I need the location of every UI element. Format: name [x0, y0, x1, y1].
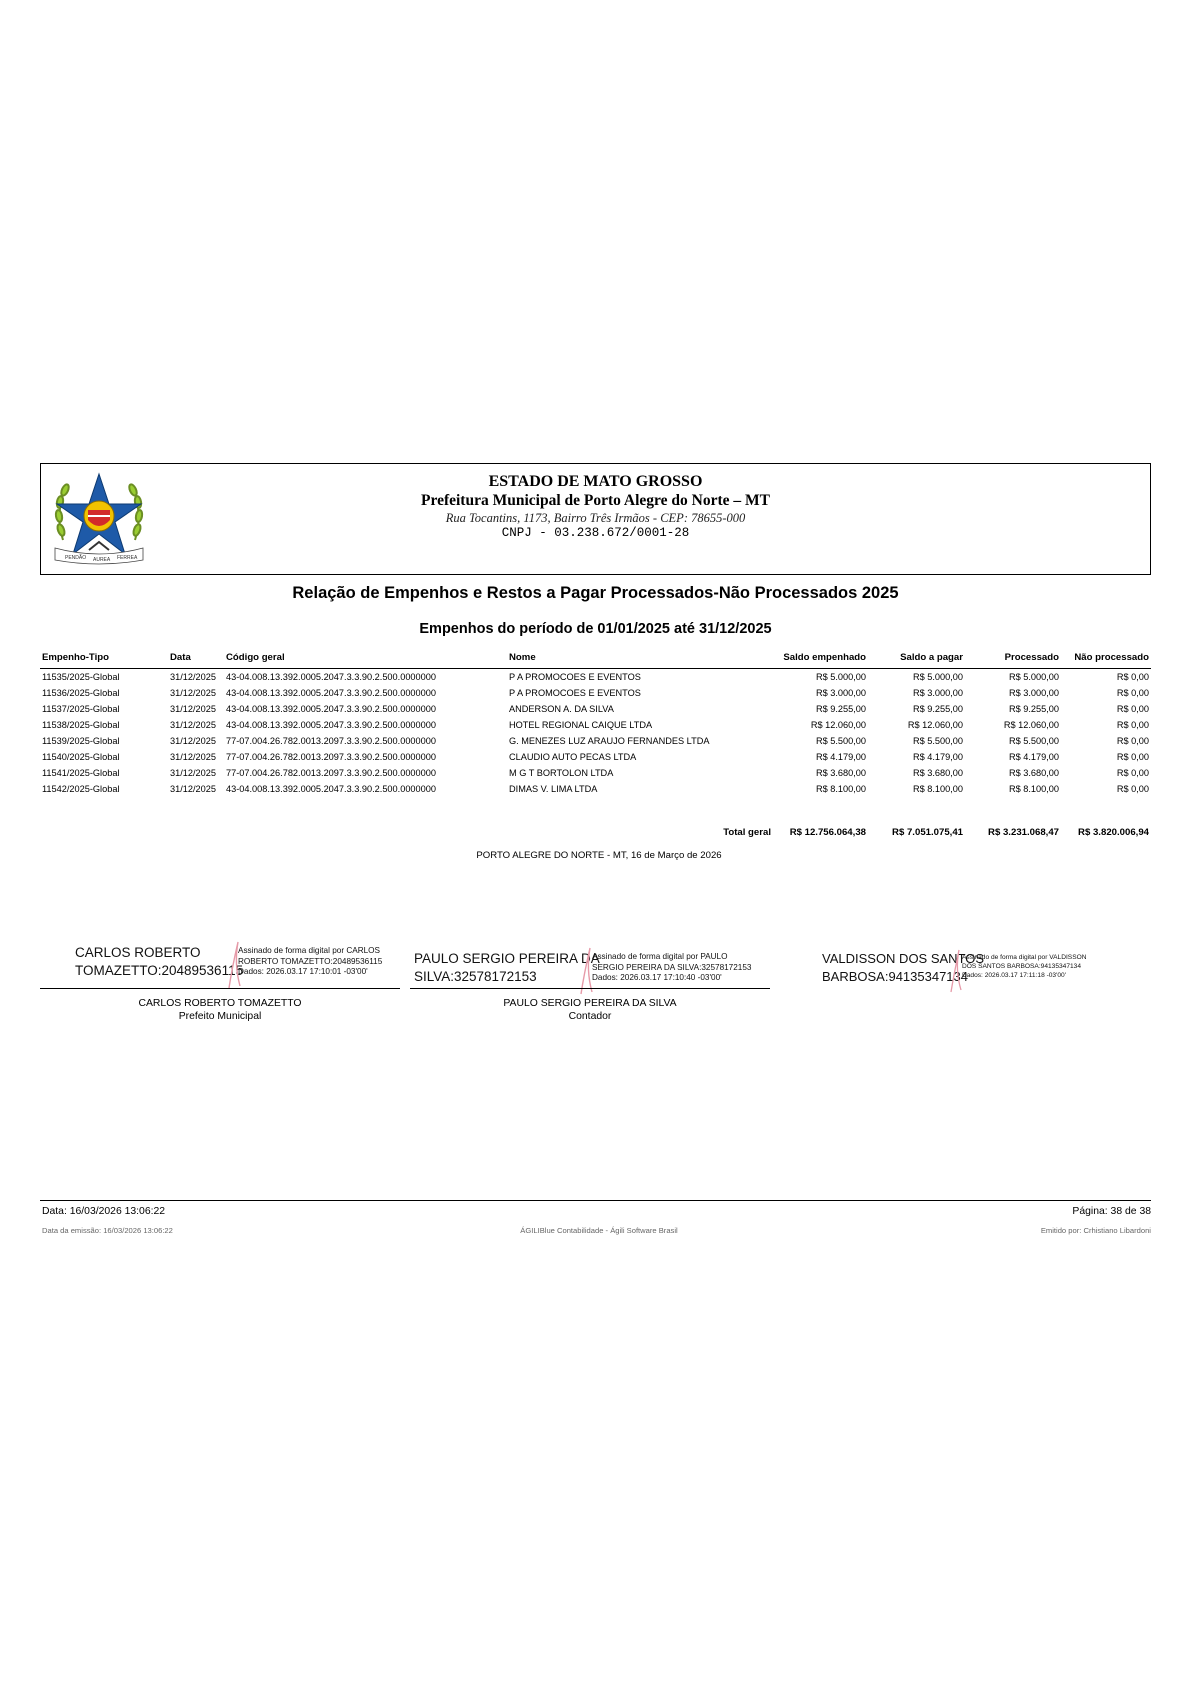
- svg-text:PENDÃO: PENDÃO: [65, 555, 87, 561]
- cell-codigo: 77-07.004.26.782.0013.2097.3.3.90.2.500.0000000: [226, 752, 436, 762]
- cell-saldo-empenhado: R$ 3.000,00: [815, 688, 866, 698]
- cell-processado: R$ 3.000,00: [1008, 688, 1059, 698]
- cell-nome: P A PROMOCOES E EVENTOS: [509, 688, 641, 698]
- cell-saldo-empenhado: R$ 5.500,00: [815, 736, 866, 746]
- cell-nao-processado: R$ 0,00: [1116, 768, 1149, 778]
- cell-saldo-empenhado: R$ 3.680,00: [815, 768, 866, 778]
- cell-saldo-a-pagar: R$ 3.000,00: [912, 688, 963, 698]
- signature-caption: PAULO SERGIO PEREIRA DA SILVA Contador: [503, 998, 677, 1022]
- empenhos-table: [40, 648, 1151, 797]
- cell-empenho: 11540/2025-Global: [42, 752, 120, 762]
- cell-empenho: 11539/2025-Global: [42, 736, 120, 746]
- cell-nao-processado: R$ 0,00: [1116, 784, 1149, 794]
- place-and-date: PORTO ALEGRE DO NORTE - MT, 16 de Março de 2026: [476, 850, 722, 861]
- cell-nome: CLAUDIO AUTO PECAS LTDA: [509, 752, 637, 762]
- page-number: Página: 38 de 38: [1072, 1206, 1151, 1217]
- signer-name: VALDISSON DOS SANTOS BARBOSA:94135347134: [822, 951, 985, 984]
- cell-nome: DIMAS V. LIMA LTDA: [509, 784, 598, 794]
- cell-saldo-empenhado: R$ 8.100,00: [815, 784, 866, 794]
- digital-signature-info: Assinado de forma digital por CARLOS ROBERTO TOMAZETTO:20489536115 Dados: 2026.03.17 17:10:01 -03'00': [238, 946, 383, 976]
- column-header: Empenho-Tipo: [42, 652, 109, 663]
- cell-empenho: 11536/2025-Global: [42, 688, 120, 698]
- digital-signature-info: Assinado de forma digital por VALDISSON DOS SANTOS BARBOSA:94135347134 Dados: 2026.03.17 17:11:18 -03'00': [962, 954, 1087, 979]
- cell-saldo-empenhado: R$ 12.060,00: [810, 720, 866, 730]
- signature-line: [40, 988, 400, 989]
- cell-nao-processado: R$ 0,00: [1116, 704, 1149, 714]
- table-row: [40, 765, 1151, 781]
- table-row: [40, 717, 1151, 733]
- cell-empenho: 11538/2025-Global: [42, 720, 120, 730]
- cell-processado: R$ 3.680,00: [1008, 768, 1059, 778]
- cell-saldo-a-pagar: R$ 9.255,00: [912, 704, 963, 714]
- cell-data: 31/12/2025: [170, 736, 216, 746]
- address: Rua Tocantins, 1173, Bairro Três Irmãos - CEP: 78655-000: [445, 511, 746, 525]
- column-header: Saldo a pagar: [900, 652, 963, 663]
- cell-processado: R$ 12.060,00: [1003, 720, 1059, 730]
- footer-date: Data: 16/03/2026 13:06:22: [42, 1206, 166, 1217]
- cell-processado: R$ 5.000,00: [1008, 672, 1059, 682]
- signature-caption: CARLOS ROBERTO TOMAZETTO Prefeito Municipal: [138, 998, 302, 1022]
- cell-nao-processado: R$ 0,00: [1116, 688, 1149, 698]
- table-row: [40, 701, 1151, 717]
- issued-by: Emitido por: Crhistiano Libardoni: [1040, 1226, 1151, 1235]
- cell-codigo: 77-07.004.26.782.0013.2097.3.3.90.2.500.0000000: [226, 736, 436, 746]
- cell-saldo-empenhado: R$ 9.255,00: [815, 704, 866, 714]
- cell-saldo-a-pagar: R$ 3.680,00: [912, 768, 963, 778]
- cell-data: 31/12/2025: [170, 752, 216, 762]
- signer-name: CARLOS ROBERTO TOMAZETTO:20489536115: [75, 945, 244, 978]
- report-subtitle: Empenhos do período de 01/01/2025 até 31/12/2025: [419, 621, 772, 637]
- cell-codigo: 77-07.004.26.782.0013.2097.3.3.90.2.500.0000000: [226, 768, 436, 778]
- table-row: [40, 669, 1151, 685]
- total-nao-processado: R$ 3.820.006,94: [1078, 827, 1149, 838]
- cell-codigo: 43-04.008.13.392.0005.2047.3.3.90.2.500.0000000: [226, 784, 436, 794]
- cell-saldo-a-pagar: R$ 5.500,00: [912, 736, 963, 746]
- table-row: [40, 781, 1151, 797]
- column-header: Código geral: [226, 652, 285, 663]
- svg-text:FERREA: FERREA: [117, 555, 138, 561]
- cell-codigo: 43-04.008.13.392.0005.2047.3.3.90.2.500.0000000: [226, 672, 436, 682]
- column-header: Data: [170, 652, 191, 663]
- cell-codigo: 43-04.008.13.392.0005.2047.3.3.90.2.500.0000000: [226, 688, 436, 698]
- table-row: [40, 685, 1151, 701]
- cell-saldo-empenhado: R$ 4.179,00: [815, 752, 866, 762]
- cell-processado: R$ 4.179,00: [1008, 752, 1059, 762]
- state-name: ESTADO DE MATO GROSSO: [488, 473, 703, 490]
- cell-saldo-a-pagar: R$ 4.179,00: [912, 752, 963, 762]
- signer-name: PAULO SERGIO PEREIRA DA SILVA:32578172153: [414, 951, 600, 984]
- table-row: [40, 749, 1151, 765]
- cell-data: 31/12/2025: [170, 688, 216, 698]
- column-header: Nome: [509, 652, 536, 663]
- cell-nome: M G T BORTOLON LTDA: [509, 768, 614, 778]
- report-title: Relação de Empenhos e Restos a Pagar Processados-Não Processados 2025: [292, 584, 899, 602]
- cell-nome: HOTEL REGIONAL CAIQUE LTDA: [509, 720, 653, 730]
- column-header: Saldo empenhado: [783, 652, 866, 663]
- cell-saldo-a-pagar: R$ 12.060,00: [907, 720, 963, 730]
- column-header: Processado: [1004, 652, 1059, 663]
- cell-nao-processado: R$ 0,00: [1116, 736, 1149, 746]
- total-label: Total geral: [723, 827, 771, 838]
- cell-nome: G. MENEZES LUZ ARAUJO FERNANDES LTDA: [509, 736, 710, 746]
- cell-data: 31/12/2025: [170, 672, 216, 682]
- cell-saldo-a-pagar: R$ 5.000,00: [912, 672, 963, 682]
- cell-data: 31/12/2025: [170, 784, 216, 794]
- cell-empenho: 11537/2025-Global: [42, 704, 120, 714]
- cell-nao-processado: R$ 0,00: [1116, 720, 1149, 730]
- cell-processado: R$ 8.100,00: [1008, 784, 1059, 794]
- total-processado: R$ 3.231.068,47: [988, 827, 1059, 838]
- total-row: [40, 825, 1151, 841]
- cell-codigo: 43-04.008.13.392.0005.2047.3.3.90.2.500.0000000: [226, 704, 436, 714]
- cell-saldo-a-pagar: R$ 8.100,00: [912, 784, 963, 794]
- footer-divider: [40, 1200, 1151, 1201]
- svg-text:AUREA: AUREA: [93, 557, 111, 563]
- digital-signature-info: Assinado de forma digital por PAULO SERGIO PEREIRA DA SILVA:32578172153 Dados: 2026.03.17 17:10:40 -03'00': [592, 952, 752, 982]
- column-header: Não processado: [1074, 652, 1149, 663]
- signature-line: [410, 988, 770, 989]
- cell-nao-processado: R$ 0,00: [1116, 672, 1149, 682]
- cell-data: 31/12/2025: [170, 720, 216, 730]
- cell-nao-processado: R$ 0,00: [1116, 752, 1149, 762]
- table-body: [40, 669, 1151, 797]
- total-saldo-a-pagar: R$ 7.051.075,41: [892, 827, 963, 838]
- municipality-name: Prefeitura Municipal de Porto Alegre do Norte – MT: [421, 492, 770, 509]
- cell-empenho: 11542/2025-Global: [42, 784, 120, 794]
- table-header: [40, 648, 1151, 669]
- cell-processado: R$ 5.500,00: [1008, 736, 1059, 746]
- cell-nome: P A PROMOCOES E EVENTOS: [509, 672, 641, 682]
- cell-empenho: 11541/2025-Global: [42, 768, 120, 778]
- cell-data: 31/12/2025: [170, 704, 216, 714]
- emission-date: Data da emissão: 16/03/2026 13:06:22: [42, 1226, 173, 1235]
- software-name: ÁGILIBlue Contabilidade - Ágili Software Brasil: [520, 1226, 678, 1235]
- table-row: [40, 733, 1151, 749]
- letterhead: [40, 463, 1151, 575]
- cell-data: 31/12/2025: [170, 768, 216, 778]
- cell-nome: ANDERSON A. DA SILVA: [509, 704, 614, 714]
- cnpj: CNPJ - 03.238.672/0001-28: [501, 526, 690, 540]
- total-saldo-empenhado: R$ 12.756.064,38: [789, 827, 866, 838]
- cell-processado: R$ 9.255,00: [1008, 704, 1059, 714]
- cell-empenho: 11535/2025-Global: [42, 672, 120, 682]
- cell-saldo-empenhado: R$ 5.000,00: [815, 672, 866, 682]
- letterhead-text: [41, 472, 1150, 541]
- cell-codigo: 43-04.008.13.392.0005.2047.3.3.90.2.500.0000000: [226, 720, 436, 730]
